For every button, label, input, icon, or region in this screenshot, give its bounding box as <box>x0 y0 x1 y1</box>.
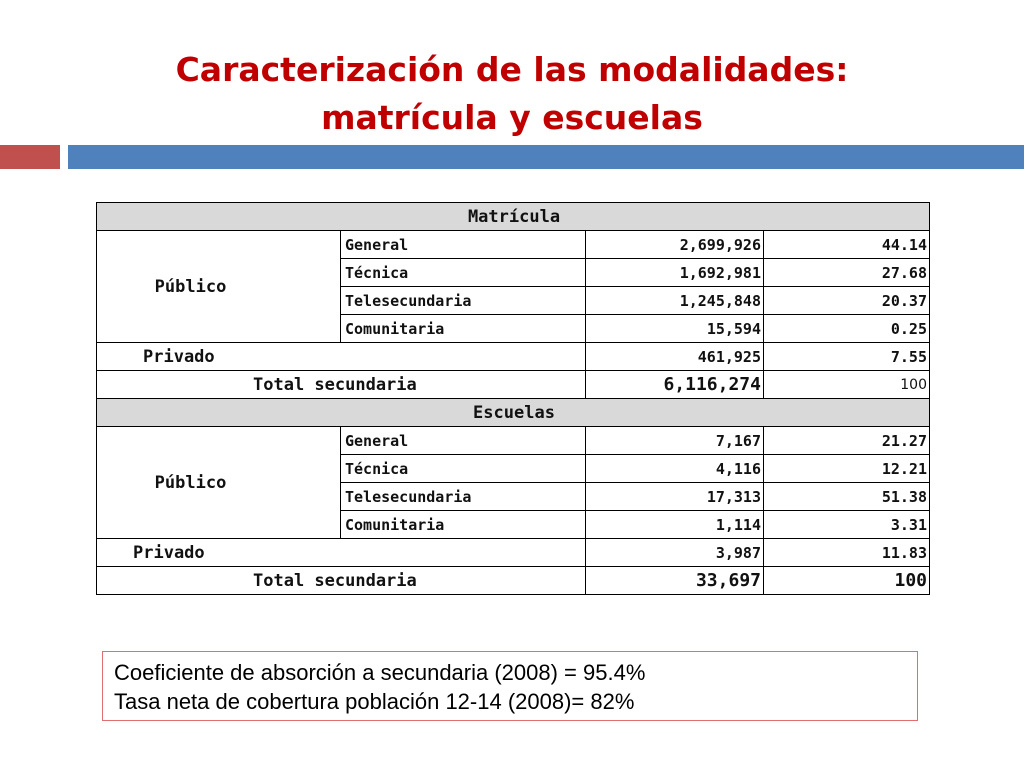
row-value: 17,313 <box>586 483 764 511</box>
slide-title <box>0 46 1024 142</box>
table-row-total <box>97 567 930 595</box>
row-label: General <box>341 231 586 259</box>
row-value: 2,699,926 <box>586 231 764 259</box>
total-label: Total secundaria <box>97 567 586 595</box>
row-label: Comunitaria <box>341 511 586 539</box>
row-value: 15,594 <box>586 315 764 343</box>
row-value: 4,116 <box>586 455 764 483</box>
slide-title-line1: Caracterización de las modalidades: <box>175 50 849 89</box>
group-label-publico: Público <box>97 231 341 343</box>
row-label: Comunitaria <box>341 315 586 343</box>
decorative-bar-blue <box>68 145 1024 169</box>
row-value: 1,114 <box>586 511 764 539</box>
row-percent: 44.14 <box>764 231 930 259</box>
row-label: Técnica <box>341 455 586 483</box>
row-percent: 3.31 <box>764 511 930 539</box>
group-label-publico: Público <box>97 427 341 539</box>
row-percent: 51.38 <box>764 483 930 511</box>
row-value: 1,692,981 <box>586 259 764 287</box>
privado-value: 3,987 <box>586 539 764 567</box>
section-header-matricula: Matrícula <box>97 203 930 231</box>
total-value: 6,116,274 <box>586 371 764 399</box>
table-row-privado <box>97 539 930 567</box>
note-box <box>102 651 918 721</box>
row-label: Telesecundaria <box>341 483 586 511</box>
table-row <box>97 231 930 259</box>
row-label: Técnica <box>341 259 586 287</box>
privado-value: 461,925 <box>586 343 764 371</box>
slide-title-line2: matrícula y escuelas <box>321 98 703 137</box>
section-header-escuelas: Escuelas <box>97 399 930 427</box>
privado-percent: 7.55 <box>764 343 930 371</box>
section-header-row <box>97 203 930 231</box>
privado-label: Privado <box>97 343 586 371</box>
row-value: 7,167 <box>586 427 764 455</box>
row-percent: 20.37 <box>764 287 930 315</box>
table-row-privado <box>97 343 930 371</box>
privado-percent: 11.83 <box>764 539 930 567</box>
row-value: 1,245,848 <box>586 287 764 315</box>
row-percent: 27.68 <box>764 259 930 287</box>
row-percent: 0.25 <box>764 315 930 343</box>
row-label: General <box>341 427 586 455</box>
row-label: Telesecundaria <box>341 287 586 315</box>
total-percent: 100 <box>764 371 930 399</box>
note-line-cobertura: Tasa neta de cobertura población 12-14 (2008)= 82% <box>114 689 635 714</box>
row-percent: 12.21 <box>764 455 930 483</box>
decorative-bar-red <box>0 145 60 169</box>
total-value: 33,697 <box>586 567 764 595</box>
note-line-absorcion: Coeficiente de absorción a secundaria (2008) = 95.4% <box>114 660 646 685</box>
total-percent: 100 <box>764 567 930 595</box>
data-table <box>96 202 930 595</box>
table-row-total <box>97 371 930 399</box>
table-row <box>97 427 930 455</box>
privado-label: Privado <box>97 539 586 567</box>
row-percent: 21.27 <box>764 427 930 455</box>
total-label: Total secundaria <box>97 371 586 399</box>
section-header-row <box>97 399 930 427</box>
